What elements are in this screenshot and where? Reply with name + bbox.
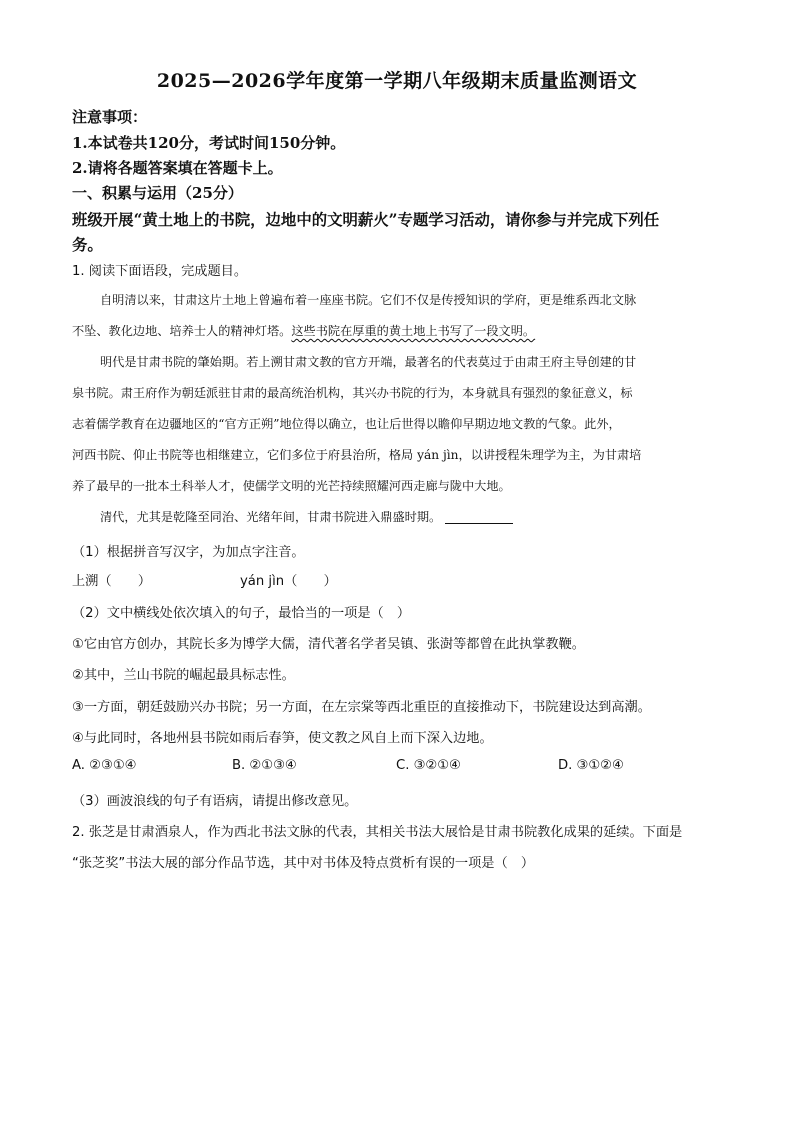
q1-sub3-prompt: （3）画波浪线的句子有语病，请提出修改意见。 <box>72 794 358 809</box>
q1-sub1-prompt: （1）根据拼音写汉字，为加点字注音。 <box>72 545 305 560</box>
notice-item-2: 2.请将各题答案填在答题卡上。 <box>72 159 283 177</box>
q1-sub1-item-b: yán jìn（ ） <box>240 574 337 589</box>
q1-sub2-sentence-2: ②其中，兰山书院的崛起最具标志性。 <box>72 668 295 683</box>
q1-sub2-sentence-3: ③一方面，朝廷鼓励兴办书院；另一方面，在左宗棠等西北重臣的直接推动下，书院建设达到高潮。 <box>72 700 651 715</box>
section1-intro-line1: 班级开展“黄土地上的书院，边地中的文明薪火”专题学习活动，请你参与并完成下列任 <box>72 211 660 229</box>
option-b: B. ②①③④ <box>232 758 297 773</box>
notice-heading: 注意事项： <box>72 108 148 126</box>
answer-blank <box>445 509 513 524</box>
passage-p2-line5: 养了最早的一批本土科举人才，使儒学文明的光芒持续照耀河西走廊与陇中大地。 <box>72 479 511 493</box>
passage-p2-line3: 志着儒学教育在边疆地区的“官方正朔”地位得以确立，也让后世得以瞻仰早期边地文教的气象。此外， <box>72 417 621 431</box>
q1-sub2-sentence-1: ①它由官方创办，其院长多为博学大儒，清代著名学者吴镇、张澍等都曾在此执掌教鞭。 <box>72 637 585 652</box>
passage-p3-text: 清代，尤其是乾隆至同治、光绪年间，甘肃书院进入鼎盛时期。 <box>100 510 442 524</box>
passage-p2-line4: 河西书院、仰止书院等也相继建立，它们多位于府县治所，格局 yán jìn，以讲授程朱理学为主，为甘肃培 <box>72 448 642 462</box>
q1-sub2-prompt: （2）文中横线处依次填入的句子，最恰当的一项是（ ） <box>72 606 411 621</box>
q1-sub2-sentence-4: ④与此同时，各地州县书院如雨后春笋，使文教之风自上而下深入边地。 <box>72 731 493 746</box>
passage-p3-line1 <box>100 508 513 525</box>
option-a: A. ②③①④ <box>72 758 137 773</box>
passage-p2-line1: 明代是甘肃书院的肇始期。若上溯甘肃文教的官方开端，最著名的代表莫过于由肃王府主导创建的甘 <box>100 355 637 369</box>
passage-p1-line1: 自明清以来，甘肃这片土地上曾遍布着一座座书院。它们不仅是传授知识的学府，更是维系西北文脉 <box>100 293 637 307</box>
option-d: D. ③①②④ <box>558 758 624 773</box>
wavy-underlined-sentence: 这些书院在厚重的黄土地上书写了一段文明。 <box>291 324 536 338</box>
exam-title: 2025—2026学年度第一学期八年级期末质量监测语文 <box>156 70 638 92</box>
section1-intro-line2: 务。 <box>72 236 103 254</box>
q1-sub1-item-a: 上溯（ ） <box>72 574 152 589</box>
q2-line1: 2. 张芝是甘肃酒泉人，作为西北书法文脉的代表，其相关书法大展恰是甘肃书院教化成果的延续。下面是 <box>72 825 683 840</box>
q2-line2: “张芝奖”书法大展的部分作品节选，其中对书体及特点赏析有误的一项是（ ） <box>72 856 535 871</box>
passage-p2-line2: 泉书院。肃王府作为朝廷派驻甘肃的最高统治机构，其兴办书院的行为，本身就具有强烈的象征意义，标 <box>72 386 633 400</box>
passage-p1-line2 <box>72 322 535 339</box>
option-c: C. ③②①④ <box>396 758 461 773</box>
notice-item-1: 1.本试卷共120分，考试时间150分钟。 <box>72 134 346 152</box>
passage-p1-line2-plain: 不坠、教化边地、培养士人的精神灯塔。 <box>72 324 292 338</box>
q1-stem: 1. 阅读下面语段，完成题目。 <box>72 264 248 279</box>
section1-heading: 一、积累与运用（25分） <box>72 184 243 202</box>
